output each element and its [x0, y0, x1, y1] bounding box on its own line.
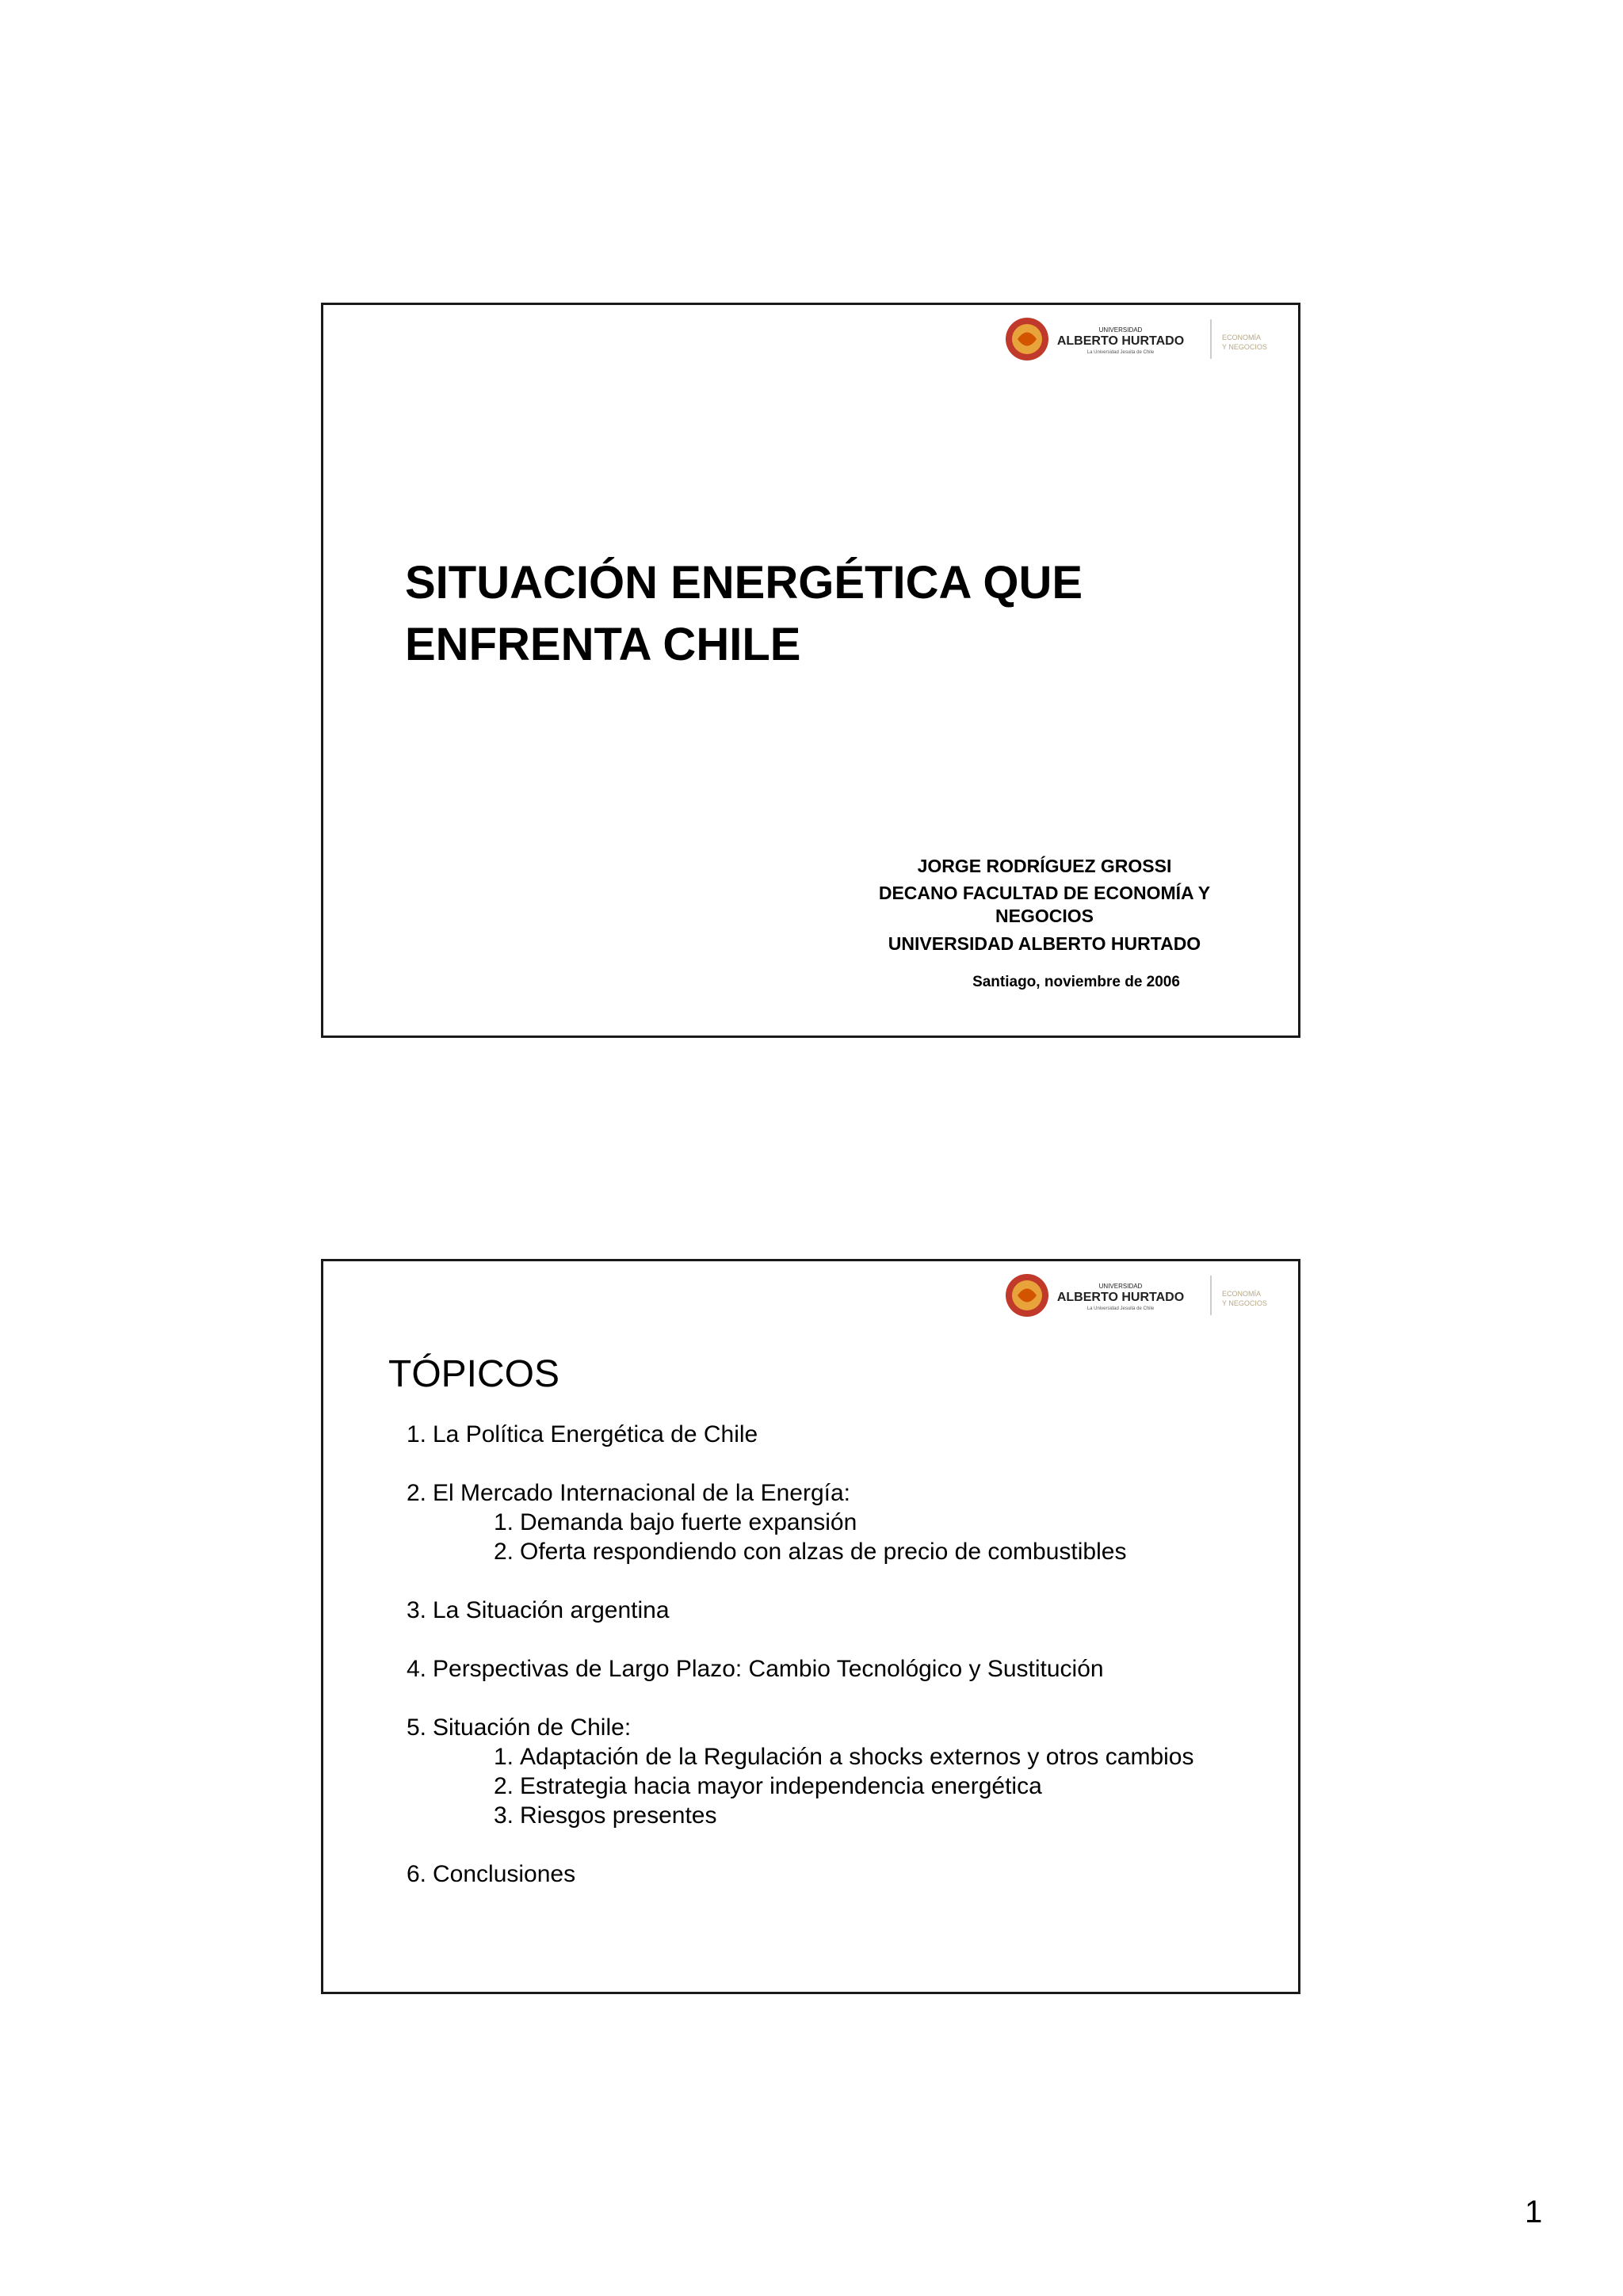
subtopic-label: Riesgos presentes [520, 1802, 717, 1829]
topic-number: 1. [406, 1421, 426, 1447]
topic-label: La Situación argentina [433, 1597, 670, 1623]
topic-number: 2. [406, 1480, 426, 1506]
topics-slide [321, 1259, 1300, 1994]
subtopic-item [482, 1772, 1266, 1801]
subtopic-number: 1. [493, 1744, 514, 1770]
topic-item [395, 1596, 1266, 1625]
subtopic-item [482, 1537, 1266, 1566]
slide-title: SITUACIÓN ENERGÉTICA QUE ENFRENTA CHILE [405, 557, 1083, 670]
university-logo [1003, 1268, 1290, 1323]
title-slide [321, 303, 1300, 1038]
topic-label: Situación de Chile: [433, 1714, 632, 1741]
subtopic-item [482, 1508, 1266, 1537]
topic-label: Conclusiones [433, 1861, 576, 1887]
logo-university-small: UNIVERSIDAD [1098, 326, 1143, 334]
logo-faculty-line2: Y NEGOCIOS [1222, 343, 1267, 351]
topics-heading: TÓPICOS [388, 1353, 560, 1395]
topic-label: Perspectivas de Largo Plazo: Cambio Tecnológico y Sustitución [433, 1656, 1104, 1682]
author-role: DECANO FACULTAD DE ECONOMÍA Y NEGOCIOS [878, 883, 1211, 926]
subtopic-number: 2. [493, 1773, 514, 1799]
presentation-date: Santiago, noviembre de 2006 [972, 974, 1180, 990]
topic-number: 5. [406, 1714, 426, 1741]
subtopic-list [433, 1508, 1266, 1566]
subtopic-label: Demanda bajo fuerte expansión [520, 1509, 857, 1535]
topic-item [395, 1478, 1266, 1566]
subtopic-list [433, 1742, 1266, 1830]
logo-university-small: UNIVERSIDAD [1098, 1283, 1143, 1290]
subtopic-item [482, 1742, 1266, 1772]
topic-label: La Política Energética de Chile [433, 1421, 758, 1447]
author-university: UNIVERSIDAD ALBERTO HURTADO [888, 933, 1201, 954]
logo-faculty-line1: ECONOMÍA [1222, 334, 1262, 341]
topic-number: 4. [406, 1656, 426, 1682]
topic-item [395, 1713, 1266, 1830]
logo-faculty-line1: ECONOMÍA [1222, 1290, 1262, 1298]
topic-item [395, 1420, 1266, 1449]
subtopic-number: 2. [493, 1539, 514, 1565]
topic-label: El Mercado Internacional de la Energía: [433, 1480, 850, 1506]
author-name: JORGE RODRÍGUEZ GROSSI [917, 856, 1172, 876]
logo-tagline: La Universidad Jesuita de Chile [1086, 1306, 1155, 1311]
topics-list [395, 1420, 1266, 1918]
university-logo [1003, 311, 1290, 367]
topic-item [395, 1654, 1266, 1684]
subtopic-item [482, 1801, 1266, 1830]
topic-item [395, 1859, 1266, 1889]
logo-faculty-line2: Y NEGOCIOS [1222, 1299, 1267, 1307]
page-number: 1 [1525, 2195, 1543, 2229]
subtopic-label: Adaptación de la Regulación a shocks externos y otros cambios [520, 1744, 1194, 1770]
subtopic-number: 1. [493, 1509, 514, 1535]
subtopic-label: Oferta respondiendo con alzas de precio de combustibles [520, 1539, 1127, 1565]
subtopic-label: Estrategia hacia mayor independencia energética [520, 1773, 1042, 1799]
logo-university-name: ALBERTO HURTADO [1056, 1291, 1185, 1304]
subtopic-number: 3. [493, 1802, 514, 1829]
logo-university-name: ALBERTO HURTADO [1056, 334, 1185, 348]
topic-number: 6. [406, 1861, 426, 1887]
topic-number: 3. [406, 1597, 426, 1623]
logo-tagline: La Universidad Jesuita de Chile [1086, 350, 1155, 355]
